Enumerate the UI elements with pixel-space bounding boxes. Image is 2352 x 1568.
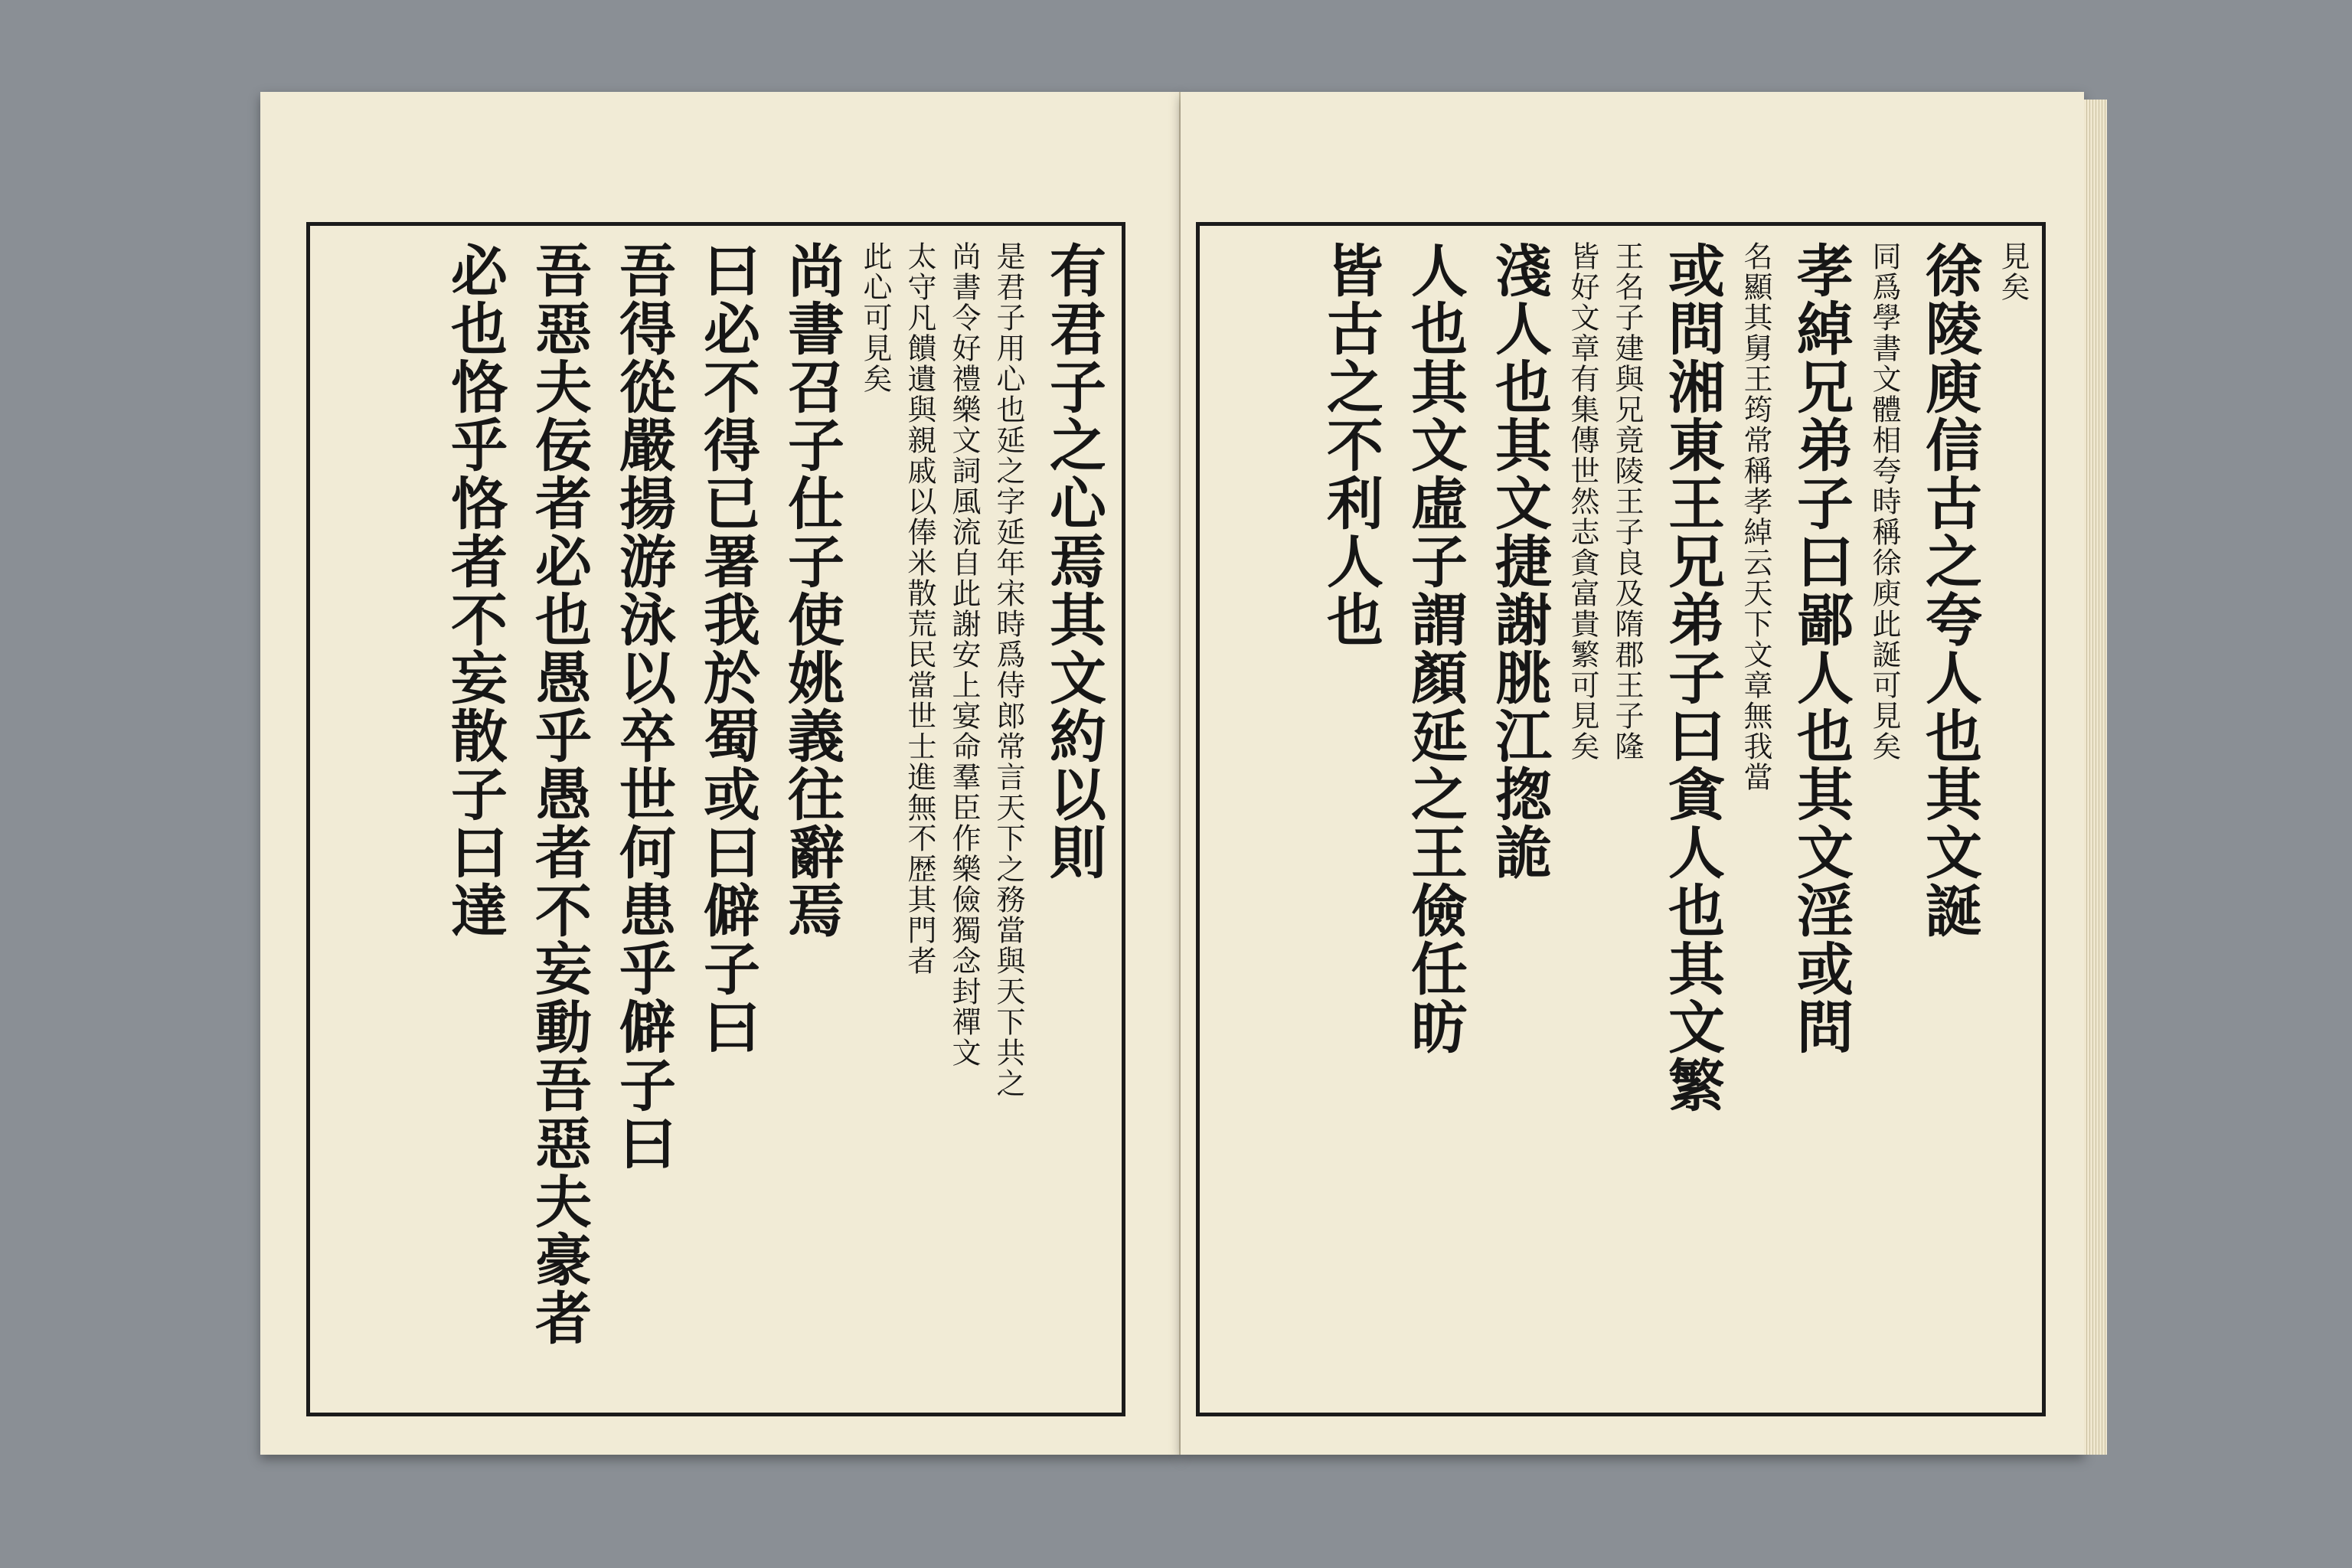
left-page-column: 曰必不得已署我於蜀或曰僻子曰 (694, 241, 760, 1056)
right-page-column: 淺人也其文捷謝朓江揔詭 (1486, 241, 1552, 881)
right-page-column: 同爲學書文體相夸時稱徐庾此誕可見矣 (1867, 241, 1901, 762)
left-page-column: 尚書召子仕子使姚義往辭焉 (779, 241, 844, 939)
left-page-column: 必也恪乎恪者不妄散子曰達 (442, 241, 508, 939)
right-page-column: 見矣 (1996, 241, 2030, 302)
right-text-frame (1196, 222, 2046, 1416)
left-page-column: 此心可見矣 (858, 241, 892, 394)
right-page-column: 或問湘東王兄弟子曰貪人也其文繁 (1659, 241, 1725, 1114)
right-page (1181, 92, 2084, 1455)
left-page-column: 是君子用心也延之字延年宋時爲侍郎常言天下之務當與天下共之 (991, 241, 1025, 1099)
right-page-column: 徐陵庾信古之夸人也其文誕 (1916, 241, 1982, 939)
right-page-column: 皆好文章有集傳世然志貪富貴繁可見矣 (1566, 241, 1599, 762)
left-page (260, 92, 1181, 1455)
left-page-column: 太守凡饋遺與親戚以俸米散荒民當世士進無不歴其門者 (903, 241, 936, 976)
right-page-column: 孝綽兄弟子曰鄙人也其文淫或問 (1788, 241, 1854, 1056)
page-edges (2084, 100, 2107, 1455)
left-page-column: 吾得從嚴揚游泳以卒世何患乎僻子曰 (610, 241, 676, 1172)
right-page-column: 名顯其舅王筠常稱孝綽云天下文章無我當 (1739, 241, 1772, 792)
right-page-column: 皆古之不利人也 (1318, 241, 1383, 648)
left-page-column: 吾惡夫佞者必也愚乎愚者不妄動吾惡夫豪者 (526, 241, 592, 1347)
left-text-frame (306, 222, 1125, 1416)
right-page-column: 人也其文虛子謂顏延之王儉任昉 (1402, 241, 1468, 1056)
right-page-column: 王名子建與兄竟陵王子良及隋郡王子隆 (1610, 241, 1644, 762)
open-book (253, 92, 2105, 1485)
left-page-column: 尚書令好禮樂文詞風流自此謝安上宴命羣臣作樂儉獨念封禪文 (947, 241, 981, 1068)
left-page-column: 有君子之心焉其文約以則 (1040, 241, 1106, 881)
